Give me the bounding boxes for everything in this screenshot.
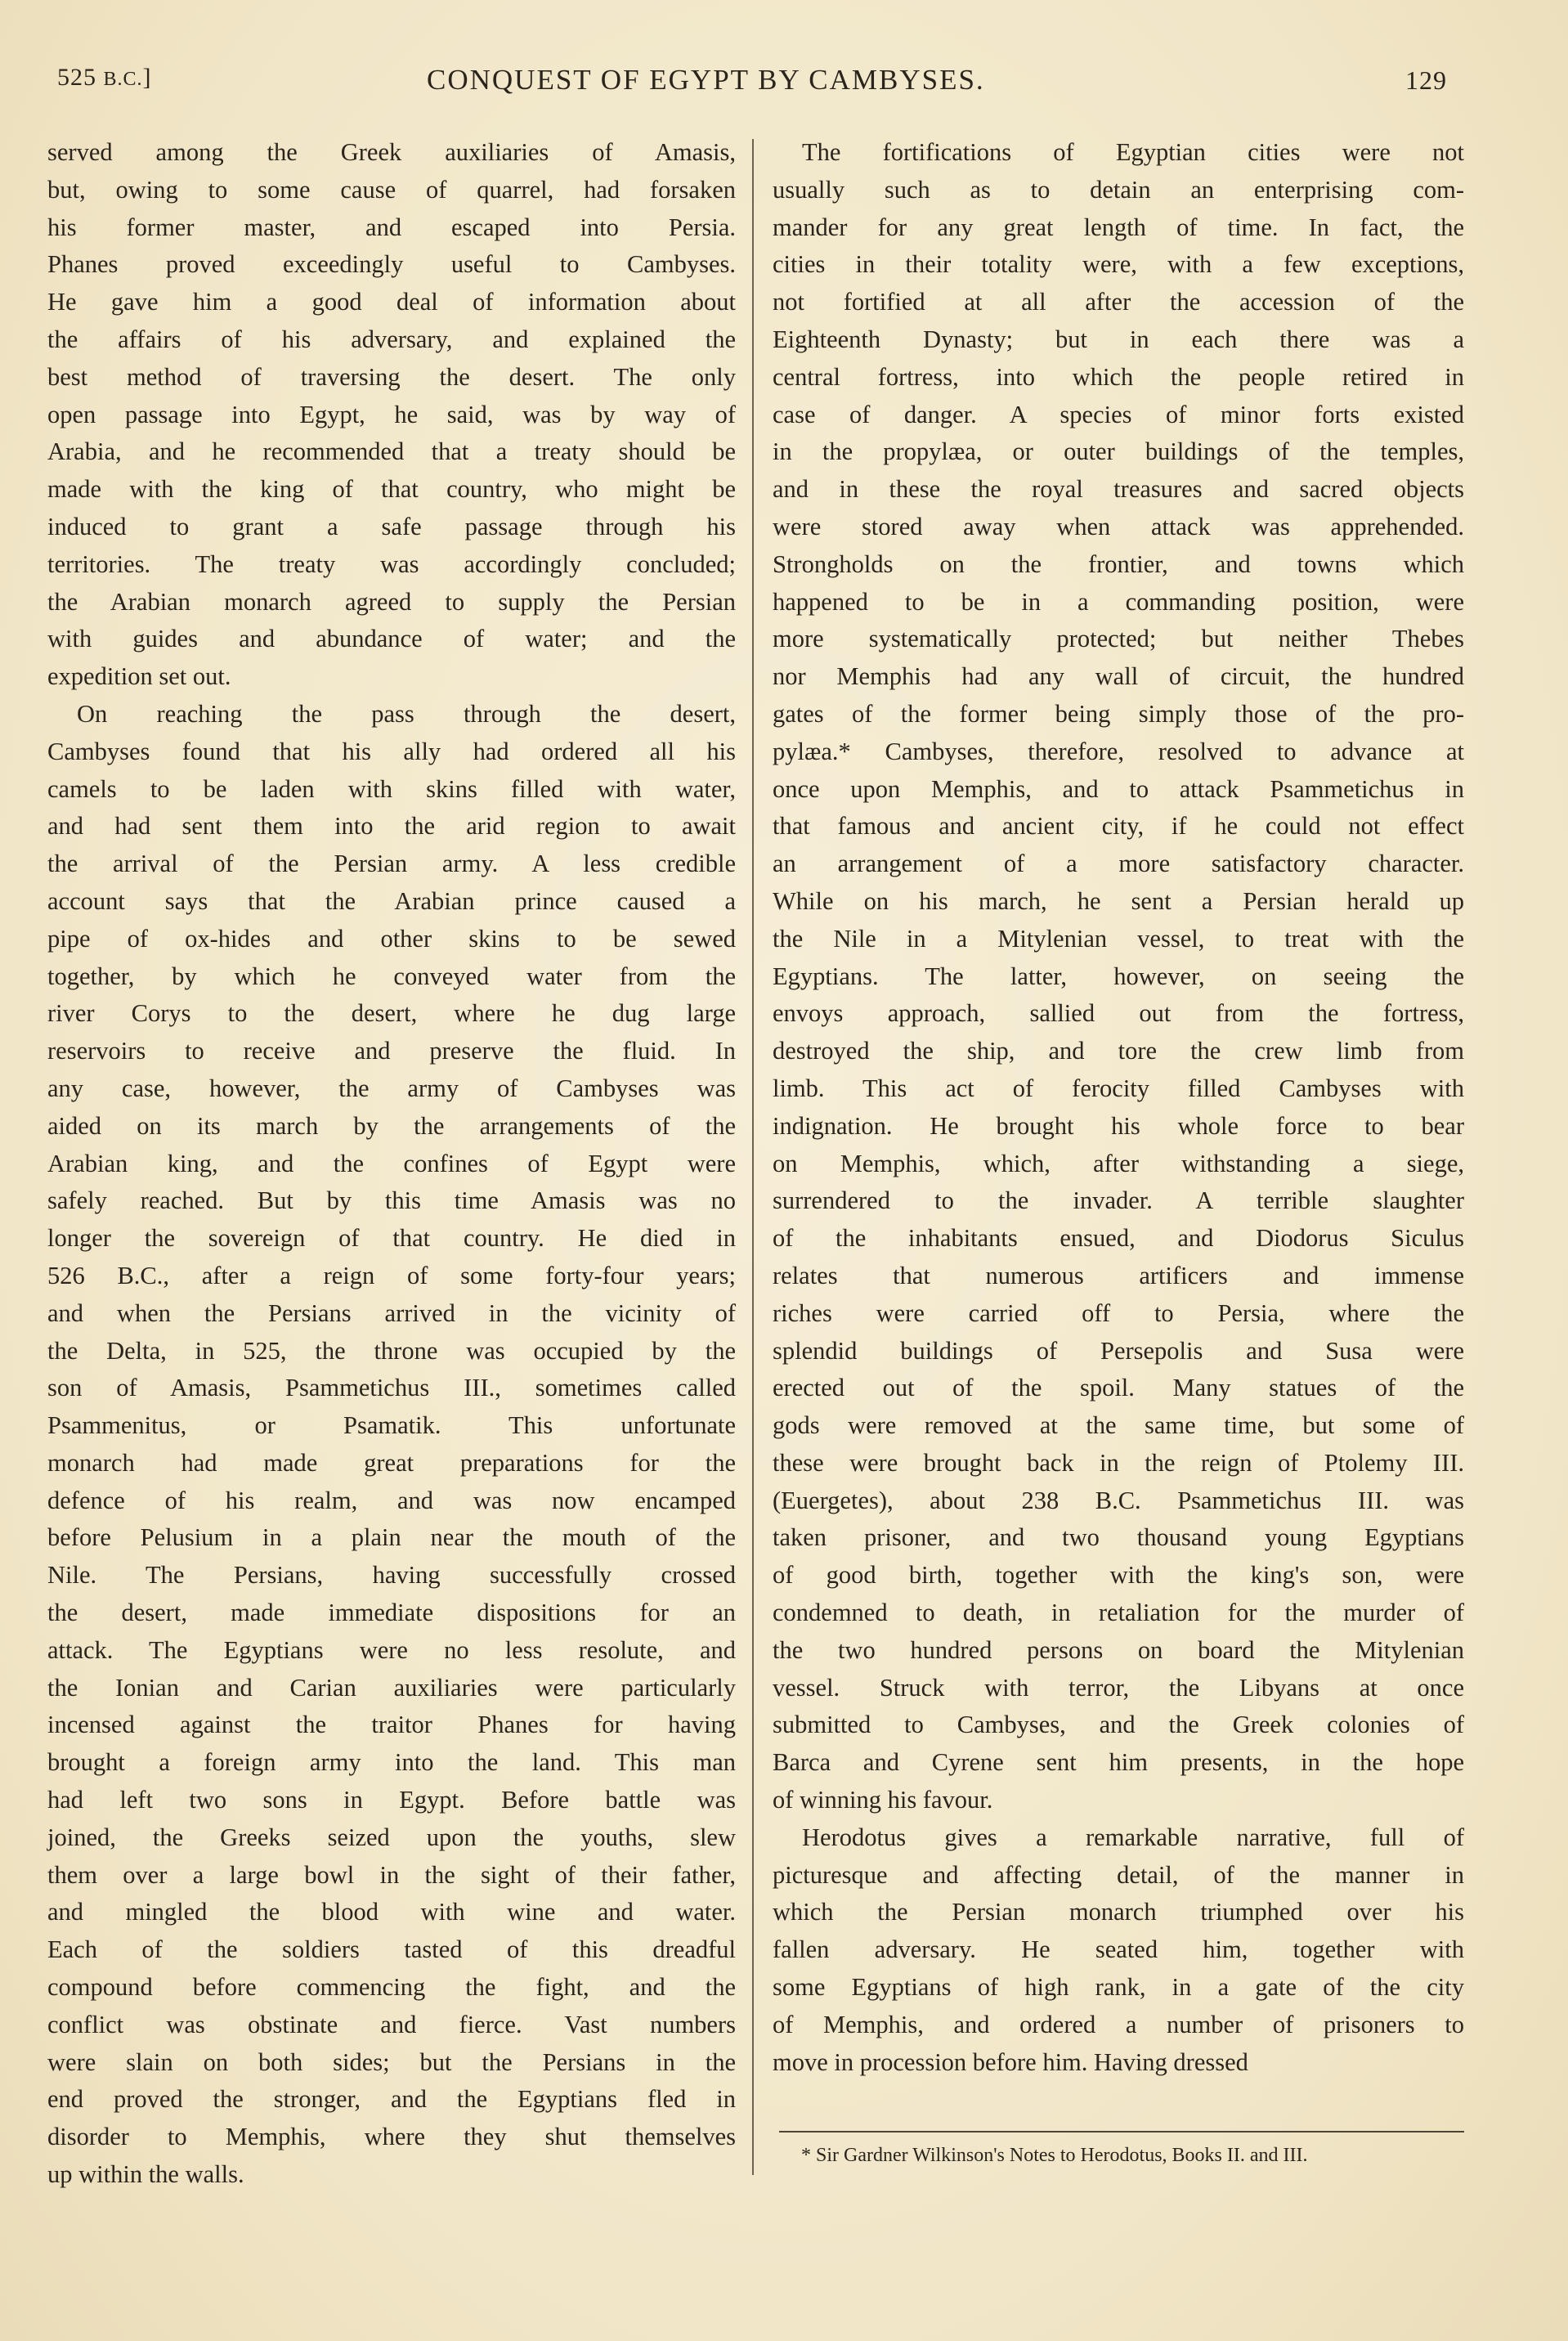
text-line: his former master, and escaped into Persia. xyxy=(47,213,736,241)
footnote: * Sir Gardner Wilkinson's Notes to Herodotus, Books II. and III. xyxy=(801,2145,1308,2166)
text-line: were stored away when attack was apprehended. xyxy=(773,512,1464,540)
text-line: gates of the former being simply those of the pro- xyxy=(773,699,1464,728)
page-number: 129 xyxy=(1405,65,1447,95)
text-line: 526 B.C., after a reign of some forty-four years; xyxy=(47,1261,736,1289)
text-line: made with the king of that country, who might be xyxy=(47,475,736,504)
text-line: best method of traversing the desert. The only xyxy=(47,362,736,391)
text-line: reservoirs to receive and preserve the fluid. In xyxy=(47,1037,736,1065)
text-line: defence of his realm, and was now encamped xyxy=(47,1486,736,1514)
text-line: once upon Memphis, and to attack Psammetichus in xyxy=(773,774,1464,803)
text-line: the arrival of the Persian army. A less credible xyxy=(47,850,736,878)
text-line: Each of the soldiers tasted of this dreadful xyxy=(47,1935,736,1964)
text-line: with guides and abundance of water; and the xyxy=(47,625,736,653)
text-line: them over a large bowl in the sight of their father, xyxy=(47,1860,736,1889)
text-line: Egyptians. The latter, however, on seeing the xyxy=(773,962,1464,990)
left-column xyxy=(47,134,736,2194)
text-line: the affairs of his adversary, and explained the xyxy=(47,325,736,353)
text-line: pylæa.* Cambyses, therefore, resolved to advance at xyxy=(773,737,1464,765)
text-line: son of Amasis, Psammetichus III., sometimes called xyxy=(47,1374,736,1402)
text-line: on Memphis, which, after withstanding a siege, xyxy=(773,1149,1464,1177)
text-line: together, by which he conveyed water from the xyxy=(47,962,736,990)
text-line: account says that the Arabian prince caused a xyxy=(47,886,736,915)
text-line: the Nile in a Mitylenian vessel, to treat with the xyxy=(773,924,1464,953)
text-line: conflict was obstinate and fierce. Vast numbers xyxy=(47,2010,736,2038)
text-line: cities in their totality were, with a few exceptions, xyxy=(773,250,1464,279)
text-line: The fortifications of Egyptian cities were not xyxy=(802,138,1464,166)
text-line: induced to grant a safe passage through his xyxy=(47,512,736,540)
text-line: (Euergetes), about 238 B.C. Psammetichus III. was xyxy=(773,1486,1464,1514)
text-line: case of danger. A species of minor forts existed xyxy=(773,400,1464,428)
text-line: but, owing to some cause of quarrel, had forsaken xyxy=(47,175,736,204)
text-line: joined, the Greeks seized upon the youths, slew xyxy=(47,1823,736,1851)
text-line: up within the walls. xyxy=(47,2160,244,2189)
text-line: before Pelusium in a plain near the mouth of the xyxy=(47,1523,736,1552)
text-line: incensed against the traitor Phanes for having xyxy=(47,1711,736,1739)
text-line: served among the Greek auxiliaries of Amasis, xyxy=(47,138,736,166)
text-line: camels to be laden with skins filled with water, xyxy=(47,774,736,803)
text-line: the desert, made immediate dispositions for an xyxy=(47,1599,736,1627)
text-line: of Memphis, and ordered a number of prisoners to xyxy=(773,2010,1464,2038)
text-line: of winning his favour. xyxy=(773,1786,993,1814)
text-line: open passage into Egypt, he said, was by way of xyxy=(47,400,736,428)
right-column xyxy=(773,134,1464,2081)
text-line: vessel. Struck with terror, the Libyans at once xyxy=(773,1673,1464,1702)
text-line: more systematically protected; but neither Thebes xyxy=(773,625,1464,653)
text-line: submitted to Cambyses, and the Greek colonies of xyxy=(773,1711,1464,1739)
text-line: envoys approach, sallied out from the fortress, xyxy=(773,999,1464,1028)
text-line: aided on its march by the arrangements of the xyxy=(47,1111,736,1140)
text-line: riches were carried off to Persia, where the xyxy=(773,1298,1464,1327)
text-line: expedition set out. xyxy=(47,662,231,691)
text-line: indignation. He brought his whole force to bear xyxy=(773,1111,1464,1140)
text-line: of the inhabitants ensued, and Diodorus Siculus xyxy=(773,1224,1464,1253)
text-line: these were brought back in the reign of Ptolemy III. xyxy=(773,1448,1464,1477)
text-line: had left two sons in Egypt. Before battle was xyxy=(47,1786,736,1814)
text-line: While on his march, he sent a Persian herald up xyxy=(773,886,1464,915)
text-line: destroyed the ship, and tore the crew limb from xyxy=(773,1037,1464,1065)
text-line: compound before commencing the fight, and the xyxy=(47,1973,736,2002)
text-line: Eighteenth Dynasty; but in each there was a xyxy=(773,325,1464,353)
text-line: in the propylæa, or outer buildings of the temples, xyxy=(773,437,1464,466)
text-line: gods were removed at the same time, but some of xyxy=(773,1411,1464,1440)
text-line: move in procession before him. Having dressed xyxy=(773,2047,1248,2076)
text-line: an arrangement of a more satisfactory character. xyxy=(773,850,1464,878)
text-line: any case, however, the army of Cambyses was xyxy=(47,1074,736,1102)
text-line: and in these the royal treasures and sacred objects xyxy=(773,475,1464,504)
text-line: and mingled the blood with wine and water. xyxy=(47,1898,736,1926)
text-line: condemned to death, in retaliation for the murder of xyxy=(773,1599,1464,1627)
text-line: territories. The treaty was accordingly concluded; xyxy=(47,549,736,578)
text-line: Cambyses found that his ally had ordered all his xyxy=(47,737,736,765)
text-line: taken prisoner, and two thousand young Egyptians xyxy=(773,1523,1464,1552)
text-line: monarch had made great preparations for the xyxy=(47,1448,736,1477)
text-line: picturesque and affecting detail, of the manner in xyxy=(773,1860,1464,1889)
text-line: Nile. The Persians, having successfully crossed xyxy=(47,1561,736,1590)
text-line: Arabia, and he recommended that a treaty should be xyxy=(47,437,736,466)
text-line: limb. This act of ferocity filled Cambyses with xyxy=(773,1074,1464,1102)
text-line: of good birth, together with the king's son, were xyxy=(773,1561,1464,1590)
text-line: were slain on both sides; but the Persians in the xyxy=(47,2047,736,2076)
text-line: river Corys to the desert, where he dug large xyxy=(47,999,736,1028)
text-line: pipe of ox-hides and other skins to be sewed xyxy=(47,924,736,953)
text-line: and had sent them into the arid region to await xyxy=(47,812,736,841)
page-title: CONQUEST OF EGYPT BY CAMBYSES. xyxy=(427,64,985,96)
running-head xyxy=(57,64,1447,105)
text-line: brought a foreign army into the land. This man xyxy=(47,1748,736,1777)
text-line: usually such as to detain an enterprising com- xyxy=(773,175,1464,204)
text-line: Barca and Cyrene sent him presents, in the hope xyxy=(773,1748,1464,1777)
text-line: Strongholds on the frontier, and towns which xyxy=(773,549,1464,578)
column-rule xyxy=(752,139,754,2175)
text-line: disorder to Memphis, where they shut themselves xyxy=(47,2123,736,2151)
text-line: safely reached. But by this time Amasis was no xyxy=(47,1186,736,1215)
text-line: Herodotus gives a remarkable narrative, full of xyxy=(802,1823,1464,1851)
text-line: mander for any great length of time. In fact, the xyxy=(773,213,1464,241)
running-head-date: 525 B.C.] xyxy=(57,64,152,91)
text-line: some Egyptians of high rank, in a gate of the city xyxy=(773,1973,1464,2002)
footnote-rule xyxy=(779,2131,1464,2132)
text-line: splendid buildings of Persepolis and Susa were xyxy=(773,1336,1464,1365)
text-line: Arabian king, and the confines of Egypt were xyxy=(47,1149,736,1177)
text-line: central fortress, into which the people retired in xyxy=(773,362,1464,391)
text-line: surrendered to the invader. A terrible slaughter xyxy=(773,1186,1464,1215)
text-line: nor Memphis had any wall of circuit, the hundred xyxy=(773,662,1464,691)
text-line: and when the Persians arrived in the vicinity of xyxy=(47,1298,736,1327)
text-line: erected out of the spoil. Many statues of the xyxy=(773,1374,1464,1402)
text-line: the Arabian monarch agreed to supply the Persian xyxy=(47,587,736,616)
text-line: the two hundred persons on board the Mitylenian xyxy=(773,1635,1464,1664)
text-line: relates that numerous artificers and immense xyxy=(773,1261,1464,1289)
text-line: On reaching the pass through the desert, xyxy=(77,699,736,728)
text-line: that famous and ancient city, if he could not effect xyxy=(773,812,1464,841)
text-line: Psammenitus, or Psamatik. This unfortunate xyxy=(47,1411,736,1440)
text-line: attack. The Egyptians were no less resolute, and xyxy=(47,1635,736,1664)
text-line: Phanes proved exceedingly useful to Cambyses. xyxy=(47,250,736,279)
text-line: which the Persian monarch triumphed over his xyxy=(773,1898,1464,1926)
text-line: fallen adversary. He seated him, together with xyxy=(773,1935,1464,1964)
text-line: the Delta, in 525, the throne was occupied by the xyxy=(47,1336,736,1365)
text-line: He gave him a good deal of information about xyxy=(47,288,736,316)
text-line: the Ionian and Carian auxiliaries were particularly xyxy=(47,1673,736,1702)
text-line: end proved the stronger, and the Egyptians fled in xyxy=(47,2085,736,2114)
text-line: not fortified at all after the accession of the xyxy=(773,288,1464,316)
text-line: happened to be in a commanding position, were xyxy=(773,587,1464,616)
text-line: longer the sovereign of that country. He died in xyxy=(47,1224,736,1253)
